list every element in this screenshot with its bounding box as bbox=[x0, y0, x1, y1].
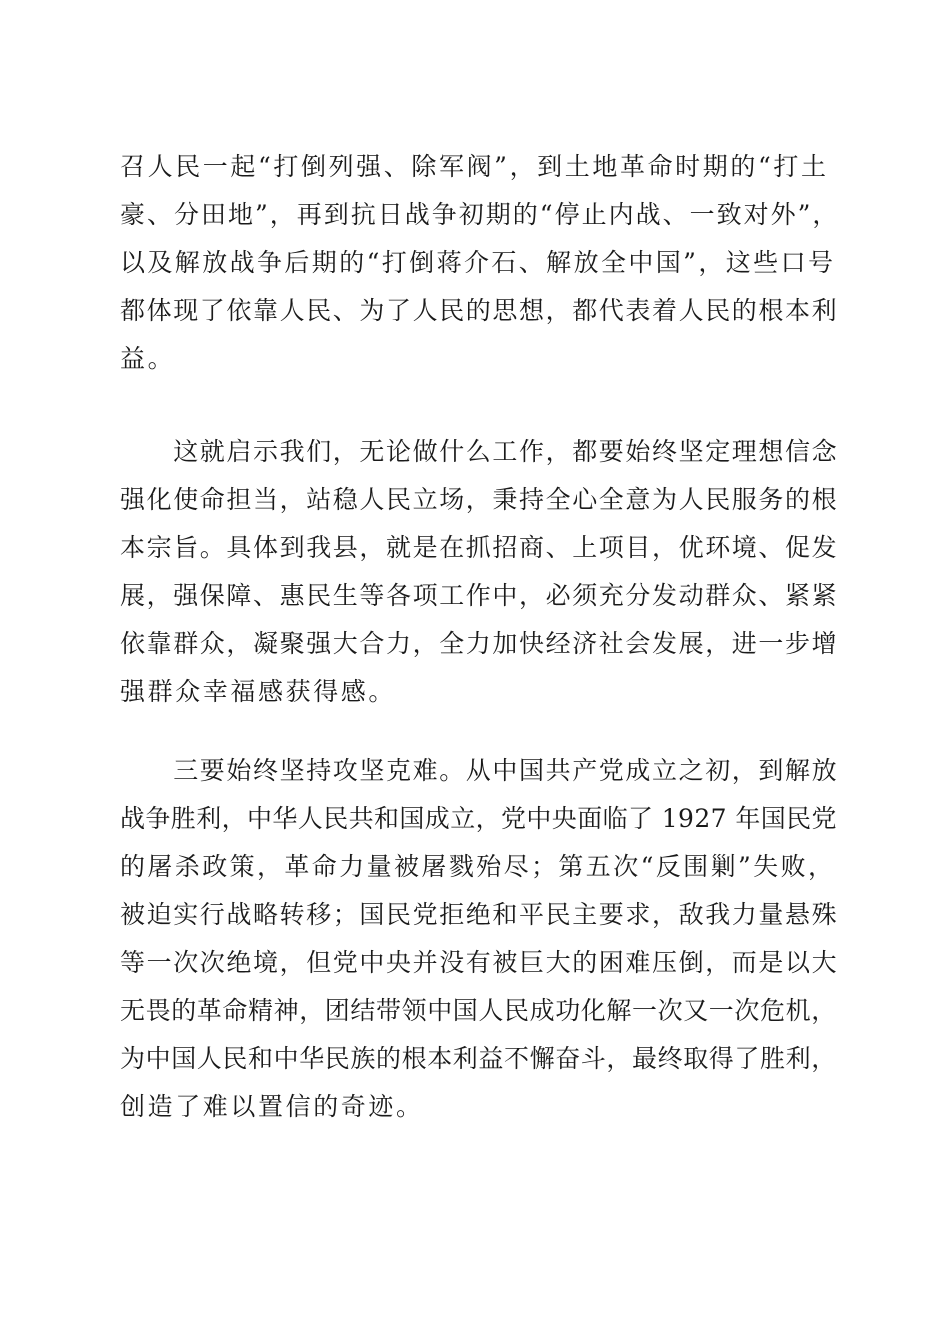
paragraph-2 bbox=[120, 428, 840, 716]
text-line: 展，强保障、惠民生等各项工作中，必须充分发动群众、紧紧 bbox=[120, 581, 839, 610]
text-line: 都体现了依靠人民、为了人民的思想，都代表着人民的根本利 bbox=[120, 296, 839, 325]
text-line: 三要始终坚持攻坚克难。从中国共产党成立之初，到解放 bbox=[120, 756, 839, 785]
text-line: 创造了难以置信的奇迹。 bbox=[120, 1092, 424, 1121]
text-line: 无畏的革命精神，团结带领中国人民成功化解一次又一次危机， bbox=[120, 996, 837, 1025]
text-line: 依靠群众，凝聚强大合力，全力加快经济社会发展，进一步增 bbox=[120, 629, 839, 658]
paragraph-3 bbox=[120, 747, 840, 1131]
text-line: 被迫实行战略转移；国民党拒绝和平民主要求，敌我力量悬殊 bbox=[120, 900, 839, 929]
text-line: 豪、分田地”，再到抗日战争初期的“停止内战、一致对外”， bbox=[120, 200, 840, 229]
text-line: 强群众幸福感获得感。 bbox=[120, 677, 397, 706]
text-line: 等一次次绝境，但党中央并没有被巨大的困难压倒，而是以大 bbox=[120, 948, 839, 977]
text-line: 本宗旨。具体到我县，就是在抓招商、上项目，优环境、促发 bbox=[120, 533, 839, 562]
paragraph-1 bbox=[120, 143, 840, 383]
text-line: 的屠杀政策，革命力量被屠戮殆尽；第五次“反围剿”失败， bbox=[120, 852, 836, 881]
text-line: 召人民一起“打倒列强、除军阀”，到土地革命时期的“打土 bbox=[120, 152, 829, 181]
text-line: 为中国人民和中华民族的根本利益不懈奋斗，最终取得了胜利， bbox=[120, 1044, 837, 1073]
text-line: 强化使命担当，站稳人民立场，秉持全心全意为人民服务的根 bbox=[120, 485, 839, 514]
text-line: 以及解放战争后期的“打倒蒋介石、解放全中国”，这些口号 bbox=[120, 248, 836, 277]
text-line: 这就启示我们，无论做什么工作，都要始终坚定理想信念 bbox=[120, 437, 839, 466]
text-line: 益。 bbox=[120, 344, 176, 373]
text-line: 战争胜利，中华人民共和国成立，党中央面临了 1927 年国民党 bbox=[120, 804, 837, 833]
